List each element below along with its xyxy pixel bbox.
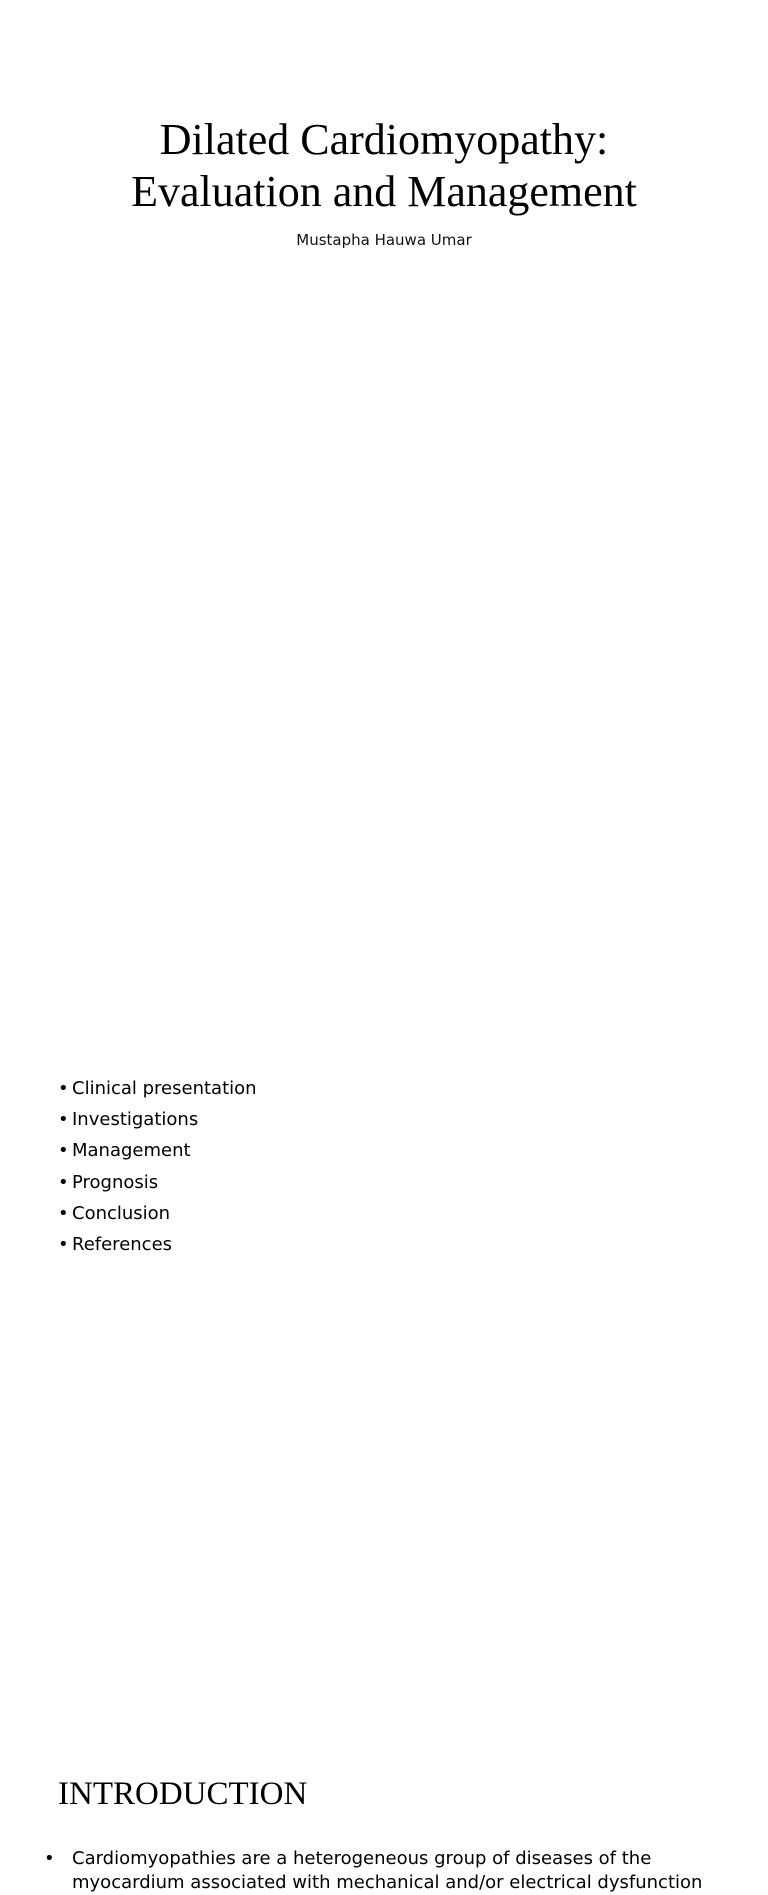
- list-item: [58, 1200, 257, 1231]
- introduction-list: [44, 1847, 758, 1895]
- author-name: Mustapha Hauwa Umar: [296, 231, 472, 249]
- bullet-icon: •: [58, 1140, 69, 1162]
- outline-item-label: Clinical presentation: [72, 1077, 257, 1099]
- list-item: [58, 1075, 257, 1106]
- title-line-2: Evaluation and Management: [131, 167, 637, 216]
- outline-item-label: Conclusion: [72, 1203, 171, 1225]
- bullet-icon: •: [58, 1077, 69, 1099]
- introduction-text: Cardiomyopathies are a heterogeneous group of diseases of the myocardium associated with mechanical and/or electrical dysfunction: [72, 1848, 703, 1893]
- outline-item-label: Prognosis: [72, 1171, 159, 1193]
- bullet-icon: •: [58, 1109, 69, 1131]
- outline-item-label: Investigations: [72, 1109, 199, 1131]
- bullet-icon: •: [44, 1848, 55, 1869]
- list-item: [58, 1231, 257, 1262]
- list-item: [58, 1169, 257, 1200]
- presentation-title: [0, 114, 768, 218]
- title-line-1: Dilated Cardiomyopathy:: [159, 115, 609, 164]
- bullet-icon: •: [58, 1234, 69, 1256]
- list-item: [58, 1137, 257, 1168]
- introduction-heading: INTRODUCTION: [58, 1776, 308, 1812]
- outline-slide: [0, 432, 768, 1256]
- list-item: [58, 1106, 257, 1137]
- bullet-icon: •: [58, 1171, 69, 1193]
- outline-item-label: References: [72, 1234, 173, 1256]
- outline-item-label: Management: [72, 1140, 191, 1162]
- title-slide: [0, 0, 768, 432]
- bullet-icon: •: [58, 1203, 69, 1225]
- list-item: [44, 1847, 758, 1895]
